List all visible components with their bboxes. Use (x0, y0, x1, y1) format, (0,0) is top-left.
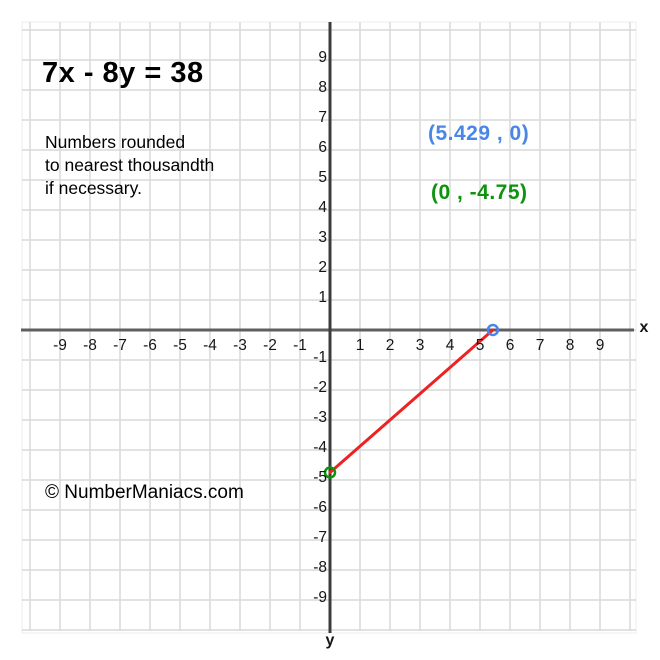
x-tick-label: 8 (565, 337, 575, 354)
y-tick-label: 1 (318, 289, 327, 306)
plotted-segment (330, 330, 493, 473)
x-tick-label: -1 (293, 337, 307, 354)
y-tick-label: 9 (318, 49, 327, 66)
x-tick-label: -8 (83, 337, 97, 354)
x-tick-label: -4 (203, 337, 217, 354)
y-tick-label: -8 (313, 559, 327, 576)
x-intercept-label: (5.429 , 0) (428, 122, 530, 145)
y-tick-label: -9 (313, 589, 327, 606)
x-tick-label: 4 (445, 337, 455, 354)
y-tick-label: -1 (313, 349, 327, 366)
y-tick-label: 2 (318, 259, 327, 276)
x-tick-label: -7 (113, 337, 127, 354)
x-tick-label: 5 (475, 337, 485, 354)
copyright-text: © NumberManiacs.com (45, 482, 244, 503)
y-tick-label: -2 (313, 379, 327, 396)
y-tick-label: -4 (313, 439, 327, 456)
x-tick-label: 9 (595, 337, 605, 354)
x-tick-label: -6 (143, 337, 157, 354)
x-tick-label: 6 (505, 337, 515, 354)
y-tick-label: -5 (313, 469, 327, 486)
x-tick-label: -2 (263, 337, 277, 354)
rounding-note (45, 131, 214, 200)
y-intercept-label: (0 , -4.75) (431, 181, 528, 204)
y-tick-label: -7 (313, 529, 327, 546)
note-line-1: Numbers rounded (45, 132, 186, 152)
y-tick-label: -6 (313, 499, 327, 516)
x-tick-label: -3 (233, 337, 247, 354)
x-tick-label: -9 (53, 337, 67, 354)
x-tick-label: -5 (173, 337, 187, 354)
x-tick-label: 2 (385, 337, 395, 354)
x-tick-label: 7 (535, 337, 545, 354)
y-axis-label: y (325, 632, 335, 649)
x-tick-label: 3 (415, 337, 425, 354)
equation-title: 7x - 8y = 38 (42, 57, 204, 89)
note-line-2: to nearest thousandth (45, 155, 215, 175)
x-axis-label: x (639, 319, 649, 336)
y-tick-label: 8 (318, 79, 327, 96)
note-line-3: if necessary. (45, 178, 142, 198)
y-tick-label: -3 (313, 409, 327, 426)
y-tick-label: 6 (318, 139, 327, 156)
y-tick-label: 3 (318, 229, 327, 246)
y-tick-label: 7 (318, 109, 327, 126)
x-tick-label: 1 (355, 337, 365, 354)
y-tick-label: 4 (318, 199, 327, 216)
y-tick-label: 5 (318, 169, 327, 186)
